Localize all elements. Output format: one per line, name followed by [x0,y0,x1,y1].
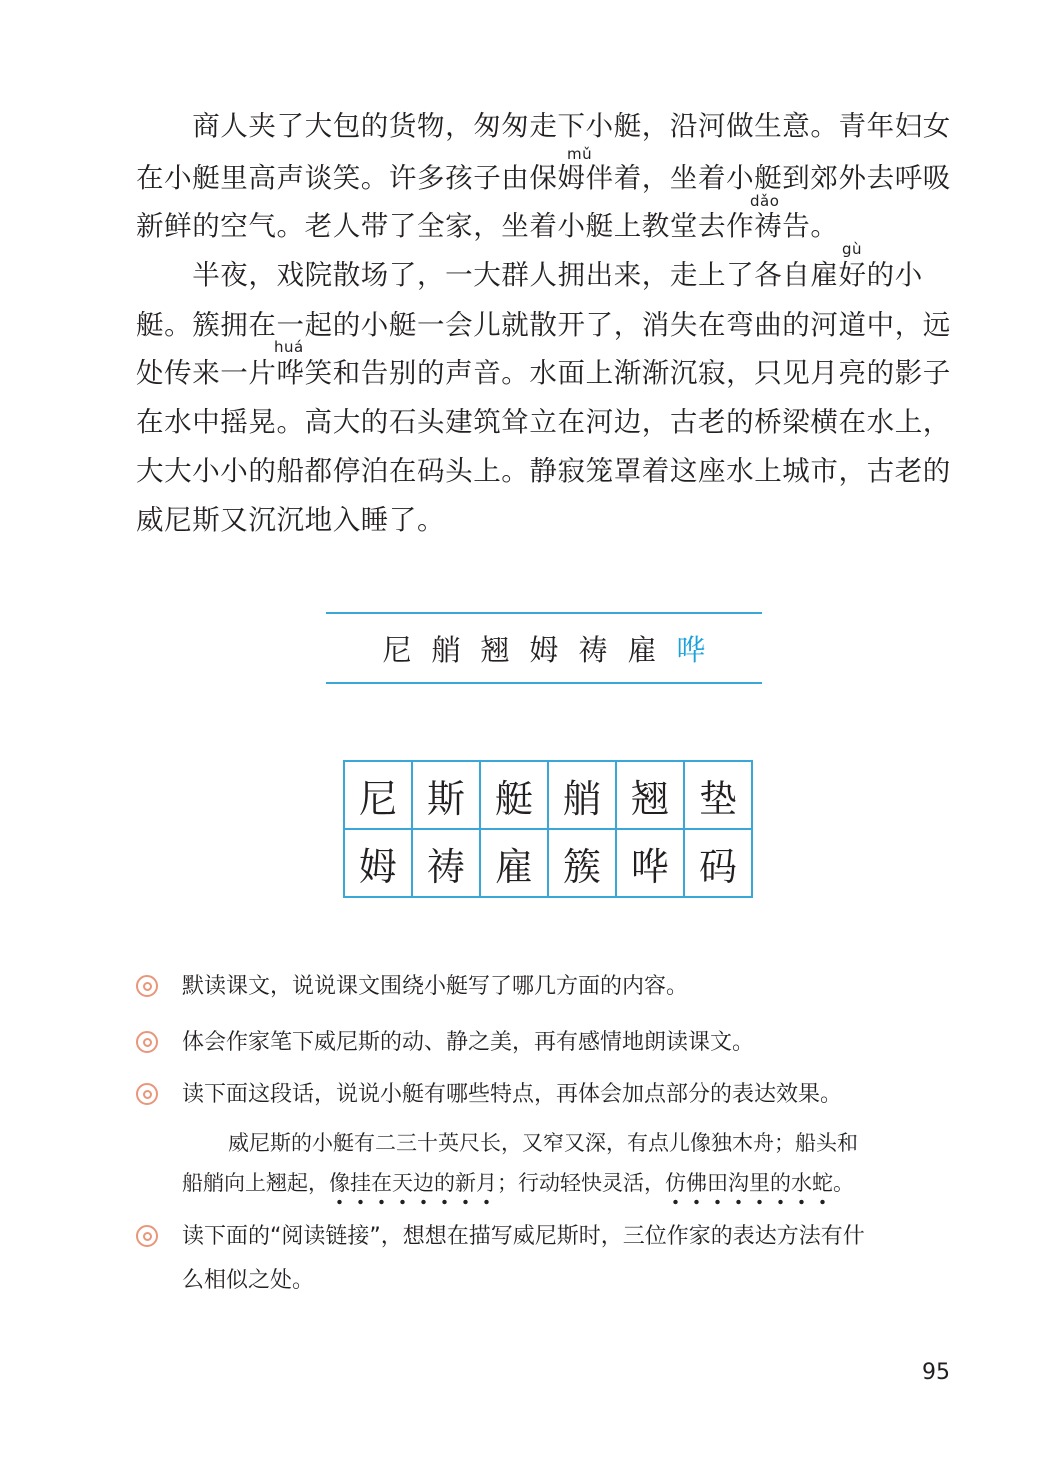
grid-row [344,761,752,829]
recognize-char: 雇 [627,632,657,667]
paragraph2-line-6: 威尼斯又沉沉地入睡了。 [136,504,446,536]
emphasized-phrase [665,1171,833,1195]
emphasis-dots [329,1199,497,1205]
grid-cell: 码 [684,829,752,897]
paragraph2-line-3: 处传来一片哗笑和告别的声音。水面上渐渐沉寂，只见月亮的影子 [136,357,951,389]
recognize-char: 翘 [480,632,510,667]
grid-cell: 翘 [616,761,684,829]
question-text: 默读课文，说说课文围绕小艇写了哪几方面的内容。 [182,974,689,999]
emphasis-dots [665,1199,833,1205]
emphasized-phrase [329,1171,497,1195]
paragraph1-line-3: 新鲜的空气。老人带了全家，坐着小艇上教堂去作祷告。 [136,210,839,242]
grid-cell: 簇 [548,829,616,897]
question-text: 读下面的“阅读链接”，想想在描写威尼斯时，三位作家的表达方法有什 [182,1224,865,1249]
question-bullet-icon [136,1225,158,1247]
question-text: 体会作家笔下威尼斯的动、静之美，再有感情地朗读课文。 [182,1030,755,1055]
question-bullet-icon [136,1083,158,1105]
recognize-char-highlight: 哗 [676,632,706,667]
question-bullet-icon [136,975,158,997]
writing-characters-grid [343,760,753,898]
quote-text: ；行动轻快灵活， [497,1171,665,1195]
quote-line-2 [182,1168,962,1198]
recognize-characters-box [326,612,762,684]
paragraph2-line-2: 艇。簇拥在一起的小艇一会儿就散开了，消失在弯曲的河道中，远 [136,309,951,341]
grid-cell: 斯 [412,761,480,829]
grid-cell: 尼 [344,761,412,829]
question-text: 么相似之处。 [182,1268,315,1293]
pinyin-hua: huá [274,338,304,356]
grid-cell: 艄 [548,761,616,829]
recognize-char: 祷 [578,632,608,667]
question-bullet-icon [136,1031,158,1053]
paragraph1-line-1: 商人夹了大包的货物，匆匆走下小艇，沿河做生意。青年妇女 [136,110,951,142]
grid-cell: 姆 [344,829,412,897]
paragraph1-line-2: 在小艇里高声谈笑。许多孩子由保姆伴着，坐着小艇到郊外去呼吸 [136,162,951,194]
paragraph2-line-1: 半夜，戏院散场了，一大群人拥出来，走上了各自雇好的小 [136,259,923,291]
grid-cell: 艇 [480,761,548,829]
quote-text: 威尼斯的小艇有二三十英尺长，又窄又深，有点儿像独木舟；船头和 [228,1131,858,1155]
quote-text: 船艄向上翘起， [182,1171,329,1195]
question-text: 读下面这段话，说说小艇有哪些特点，再体会加点部分的表达效果。 [182,1082,843,1107]
grid-cell: 垫 [684,761,752,829]
grid-cell: 雇 [480,829,548,897]
pinyin-mu: mǔ [567,145,593,163]
quote-line-1 [182,1128,962,1158]
emphasized-text: 仿佛田沟里的水蛇 [665,1171,833,1195]
grid-cell: 祷 [412,829,480,897]
paragraph2-line-5: 大大小小的船都停泊在码头上。静寂笼罩着这座水上城市，古老的 [136,455,951,487]
page-number: 95 [922,1360,950,1385]
grid-row [344,829,752,897]
recognize-char: 艄 [431,632,461,667]
emphasized-text: 像挂在天边的新月 [329,1171,497,1195]
pinyin-dao: dǎo [750,192,780,210]
recognize-char: 尼 [382,632,412,667]
pinyin-gu: gù [842,240,863,258]
paragraph2-line-4: 在水中摇晃。高大的石头建筑耸立在河边，古老的桥梁横在水上， [136,406,951,438]
quote-text: 。 [833,1171,854,1195]
grid-cell: 哗 [616,829,684,897]
recognize-char: 姆 [529,632,559,667]
